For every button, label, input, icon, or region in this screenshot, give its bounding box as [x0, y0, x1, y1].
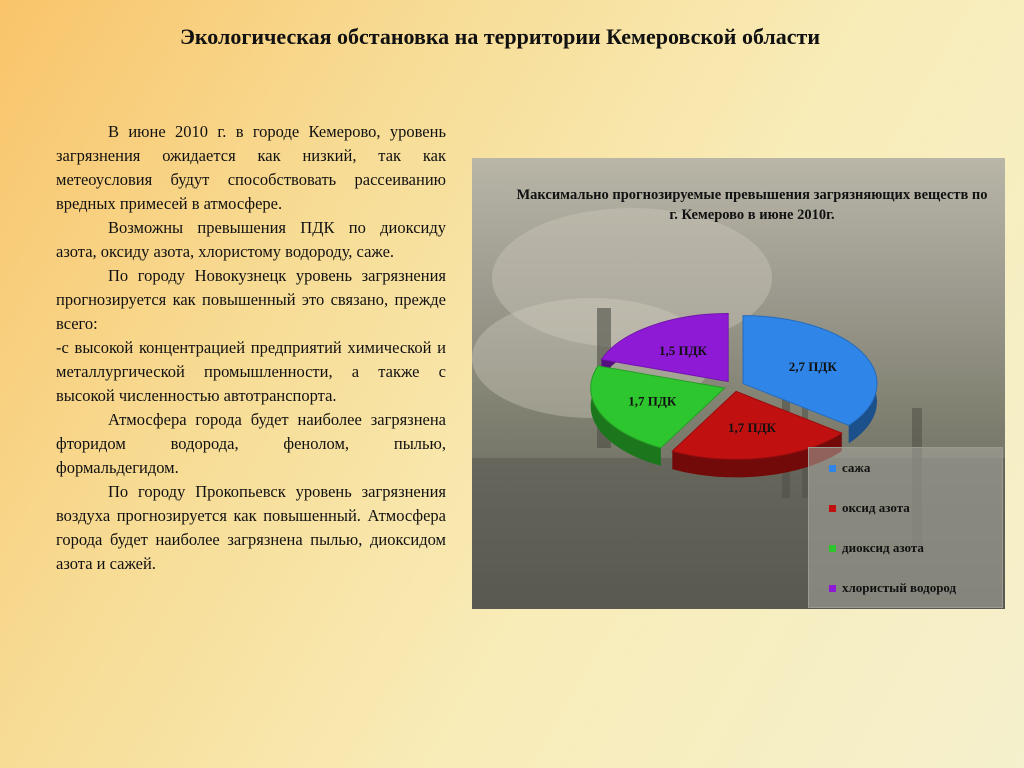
pie-data-label: 1,7 ПДК: [728, 420, 776, 435]
legend-label: диоксид азота: [842, 540, 924, 555]
legend-swatch: [829, 585, 836, 592]
text-paragraph: По городу Прокопьевск уровень загрязнения воздуха прогнозируется как повышенный. Атмосфера города будет наиболее загрязнена пылью, диоксидом азота и сажей.: [56, 482, 446, 573]
text-paragraph: Возможны превышения ПДК по диоксиду азота, оксиду азота, хлористому водороду, саже.: [56, 218, 446, 261]
chart-title: Максимально прогнозируемые превышения загрязняющих веществ по г. Кемерово в июне 2010г.: [516, 187, 988, 223]
legend-swatch: [829, 505, 836, 512]
chart-legend: [808, 447, 1003, 608]
legend-swatch: [829, 465, 836, 472]
pie-data-label: 2,7 ПДК: [788, 359, 837, 375]
pie-data-label: 1,7 ПДК: [628, 393, 677, 409]
text-paragraph: -с высокой концентрацией предприятий химической и металлургической промышленности, а также с высокой численностью автотранспорта.: [56, 338, 446, 405]
chart-panel: [472, 158, 1005, 609]
text-column: [56, 120, 446, 576]
text-paragraph: Атмосфера города будет наиболее загрязнена фторидом водорода, фенолом, пылью, формальдегидом.: [56, 410, 446, 477]
legend-item: [829, 580, 956, 596]
legend-label: хлористый водород: [842, 580, 957, 595]
text-paragraph: По городу Новокузнецк уровень загрязнения прогнозируется как повышенный это связано, прежде всего:: [56, 266, 446, 333]
legend-item: [829, 460, 870, 476]
legend-label: оксид азота: [842, 500, 910, 515]
legend-item: [829, 540, 924, 556]
text-paragraph: В июне 2010 г. в городе Кемерово, уровень загрязнения ожидается как низкий, так как метеоусловия будут способствовать рассеиванию вредных примесей в атмосфере.: [56, 122, 446, 213]
legend-label: сажа: [842, 460, 871, 475]
pie-data-label: 1,5 ПДК: [659, 343, 707, 359]
slide-title: Экологическая обстановка на территории Кемеровской области: [180, 24, 820, 49]
legend-item: [829, 500, 910, 516]
legend-swatch: [829, 545, 836, 552]
